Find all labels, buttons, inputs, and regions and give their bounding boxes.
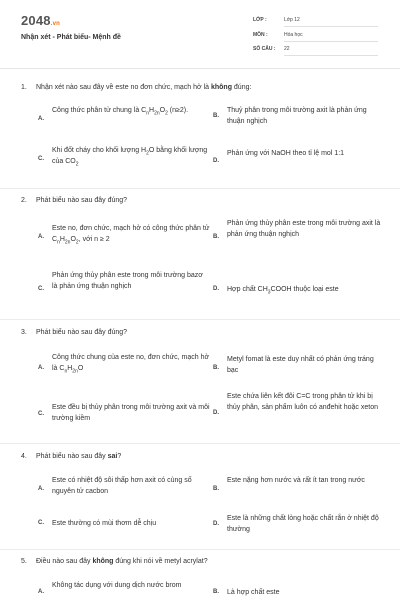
question-text: [21, 195, 385, 206]
question-number: 4.: [21, 453, 27, 460]
option-text: Công thức chung của este no, đơn chức, mạch hở là $C_nH_{2n}O$: [52, 354, 210, 375]
option-text: Là hợp chất este: [227, 589, 280, 596]
question-text: 1. Nhận xét nào sau đây về este no đơn chức, mạch hở là không đúng:: [21, 84, 252, 91]
option-letter: C.: [38, 156, 44, 162]
option-letter: C.: [38, 286, 44, 292]
option-text: Este thường có mùi thơm dễ chịu: [52, 520, 157, 527]
option-text: Phản ứng thủy phân este trong môi trường axit là phản ứng thuận nghịch: [227, 220, 381, 238]
meta-label: MÔN :: [253, 32, 268, 38]
option-letter: D.: [213, 286, 219, 292]
logo-suffix: .vn: [50, 21, 61, 27]
meta-value: 22: [284, 46, 290, 52]
question-number: 3.: [21, 329, 27, 336]
question-divider: [0, 188, 400, 189]
meta-divider: [284, 41, 378, 42]
page-header: [0, 0, 400, 64]
option-text: Hợp chất $CH_3COOH$ thuộc loại este: [227, 286, 339, 296]
meta-label: LỚP :: [253, 17, 267, 23]
option-text: Công thức phân tử chung là $C_nH_{2n}O_2$ (n≥2).: [52, 107, 189, 117]
option-letter: B.: [213, 486, 219, 492]
meta-label: SỐ CÂU :: [253, 46, 276, 52]
question-text: 5. Điều nào sau đây không đúng khi nói về metyl acrylat?: [21, 558, 208, 565]
site-logo[interactable]: [21, 13, 60, 28]
option-text: Khi đốt cháy cho khối lượng $H_2O$ bằng khối lượng của $CO_2$: [52, 147, 208, 168]
option-text: Este chứa liên kết đôi C=C trong phân tử khi bị thủy phân, sản phẩm luôn có anđehit hoặc xeton: [227, 393, 378, 411]
question-text: 4. Phát biểu nào sau đây sai?: [21, 453, 122, 460]
option-letter: C.: [38, 411, 44, 417]
option-text: Este no, đơn chức, mạch hở có công thức phân tử $C_nH_{2n}O_2$, với n ≥ 2: [52, 225, 210, 246]
option-letter: B.: [213, 234, 219, 240]
option-text: Este đều bị thủy phân trong môi trường axit và môi trường kiềm: [52, 404, 210, 422]
option-text: Este là những chất lỏng hoặc chất rắn ở nhiệt độ thường: [227, 515, 379, 533]
option-text: Phản ứng thủy phân este trong môi trường bazơ là phản ứng thuận nghịch: [52, 272, 203, 290]
option-letter: B.: [213, 589, 219, 595]
option-letter: A.: [38, 234, 44, 240]
option-letter: D.: [213, 521, 219, 527]
meta-value: Lớp 12: [284, 17, 300, 23]
question-number: 1.: [21, 84, 27, 91]
option-letter: A.: [38, 486, 44, 492]
option-text: Không tác dụng với dung dịch nước brom: [52, 582, 182, 589]
meta-divider: [284, 26, 378, 27]
question-number: 5.: [21, 558, 27, 565]
meta-divider: [284, 55, 378, 56]
option-text: Phản ứng với NaOH theo tỉ lệ mol 1:1: [227, 150, 345, 157]
option-text: Metyl fomat là este duy nhất có phản ứng tráng bạc: [227, 356, 374, 374]
question-divider: [0, 549, 400, 550]
question-number: 2.: [21, 197, 27, 204]
question-divider: [0, 319, 400, 320]
option-text: Thuỷ phân trong môi trường axit là phản ứng thuận nghịch: [227, 107, 367, 125]
question-divider: [0, 443, 400, 444]
option-letter: A.: [38, 589, 44, 595]
logo-text: 2048: [21, 13, 51, 28]
option-text: Este có nhiệt độ sôi thấp hơn axit có cùng số nguyên tử cacbon: [52, 477, 192, 495]
question-label: Phát biểu nào sau đây đúng?: [36, 197, 128, 204]
header-divider: [0, 68, 400, 69]
question-label: Phát biểu nào sau đây đúng?: [36, 329, 128, 336]
question-text: [21, 327, 385, 338]
option-letter: B.: [213, 365, 219, 371]
option-letter: D.: [213, 158, 219, 164]
option-text: Este nặng hơn nước và rất ít tan trong nước: [227, 477, 365, 484]
option-letter: C.: [38, 520, 44, 526]
option-letter: B.: [213, 113, 219, 119]
page-title: Nhận xét - Phát biểu- Mệnh đề: [21, 34, 121, 41]
option-letter: A.: [38, 116, 44, 122]
option-letter: D.: [213, 410, 219, 416]
meta-value: Hóa học: [284, 32, 303, 38]
option-letter: A.: [38, 365, 44, 371]
